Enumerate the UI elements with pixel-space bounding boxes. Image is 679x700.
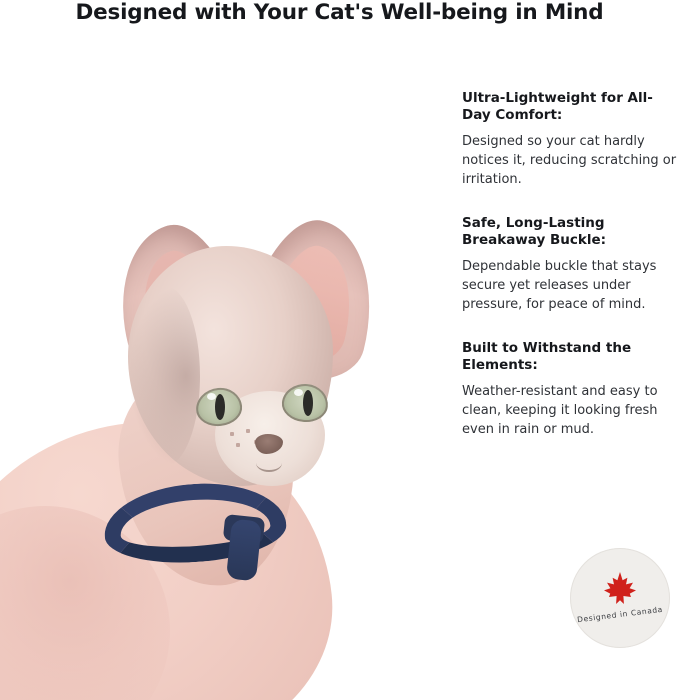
feature-body-3: Weather-resistant and easy to clean, keeping it looking fresh even in rain or mud. [462, 384, 658, 437]
feature-title-2: Safe, Long-Lasting Breakaway Buckle: [462, 215, 607, 248]
badge-label: Designed in Canada [576, 604, 664, 625]
feature-title-3: Built to Withstand the Elements: [462, 340, 632, 373]
feature-block-1 [462, 90, 679, 189]
cat-photo [0, 36, 452, 700]
page-title: Designed with Your Cat's Well-being in Mind [75, 0, 604, 25]
feature-list [462, 90, 679, 465]
feature-body-2: Dependable buckle that stays secure yet releases under pressure, for peace of mind. [462, 259, 657, 312]
feature-block-2 [462, 215, 679, 314]
feature-title-1: Ultra-Lightweight for All-Day Comfort: [462, 90, 653, 123]
maple-leaf-icon [600, 568, 640, 608]
feature-block-3 [462, 340, 679, 439]
cat-mouth [256, 454, 282, 472]
cat-pupil-right [303, 390, 313, 416]
feature-body-1: Designed so your cat hardly notices it, reducing scratching or irritation. [462, 134, 677, 187]
cat-eye-highlight-left [207, 393, 216, 400]
cat-pupil-left [215, 394, 225, 420]
cat-eye-highlight-right [294, 389, 303, 396]
cat-head-shading [130, 286, 200, 466]
designed-in-canada-badge [570, 548, 670, 648]
